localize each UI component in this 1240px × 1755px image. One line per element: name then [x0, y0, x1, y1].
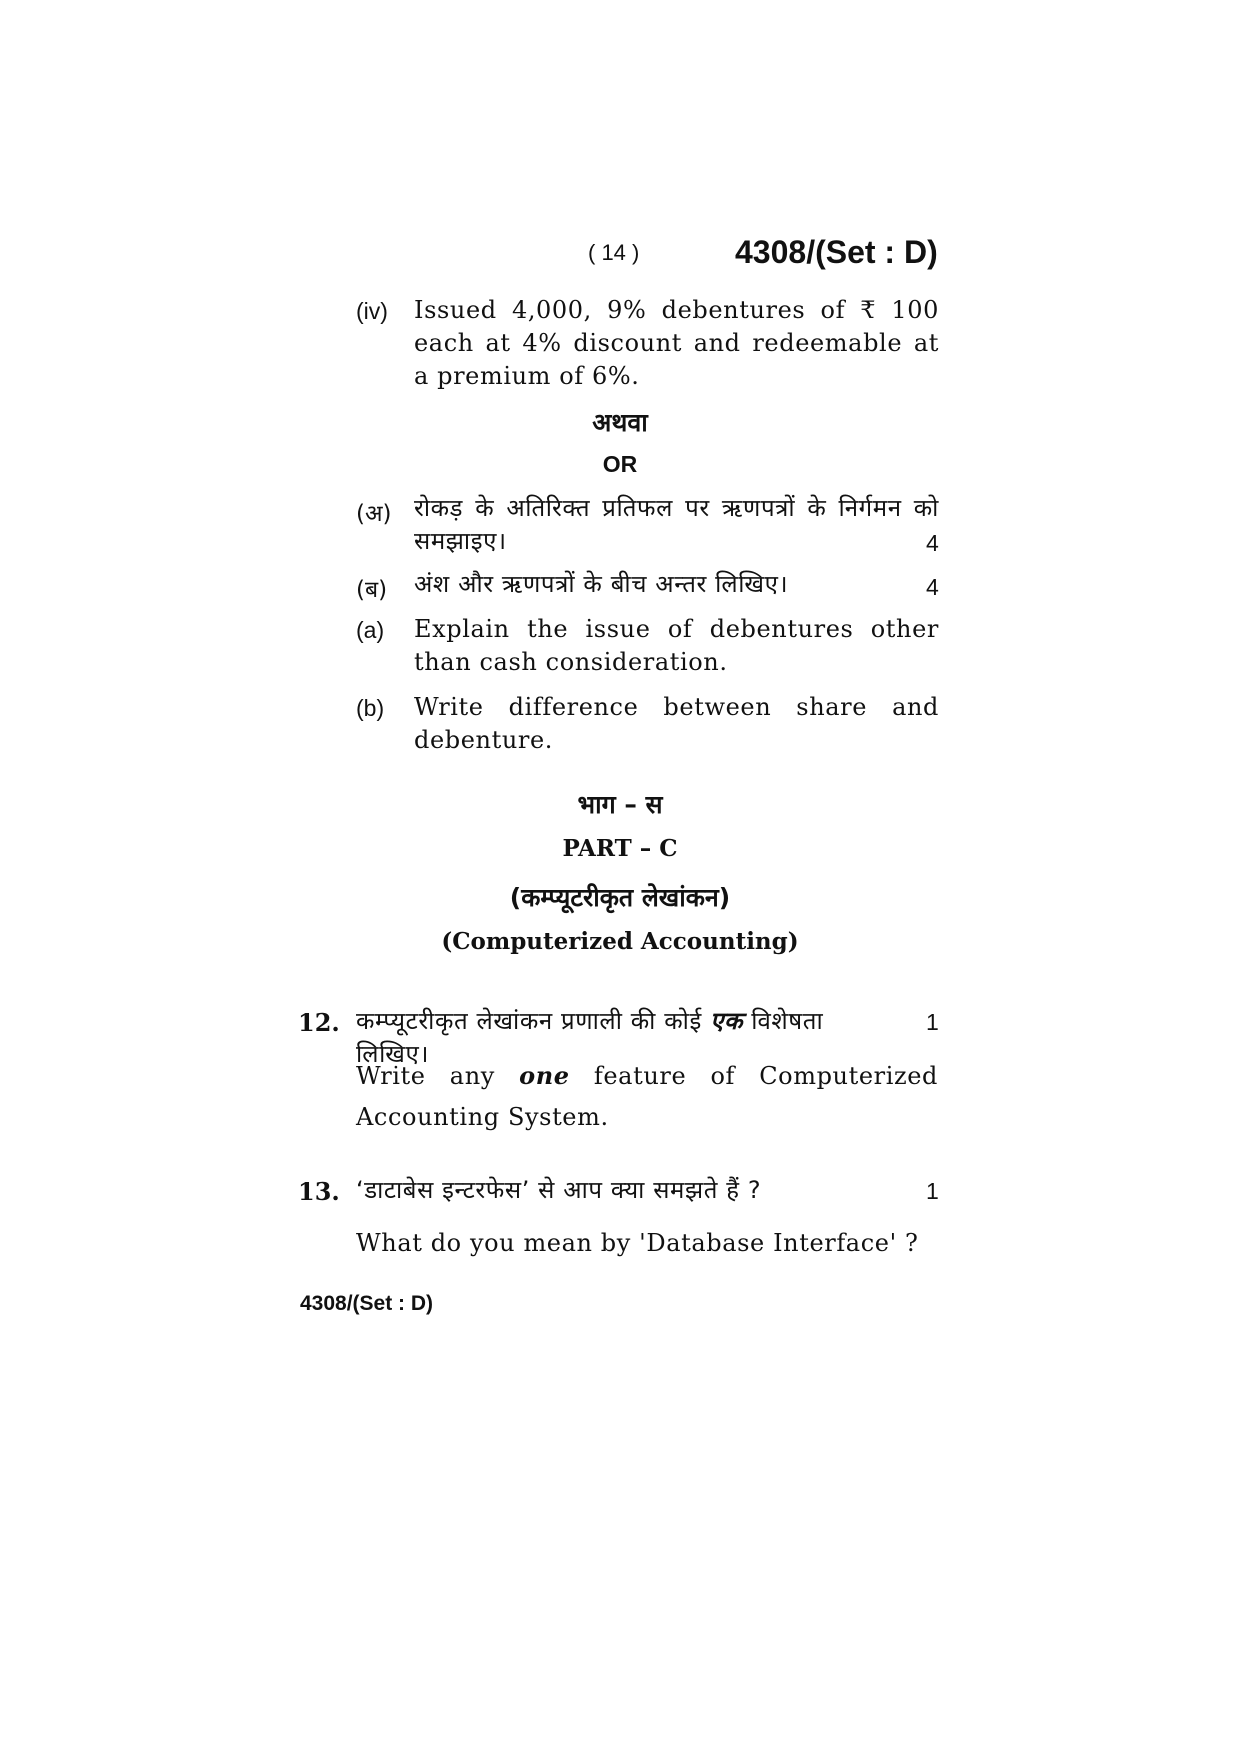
set-code-header: 4308/(Set : D): [735, 234, 938, 270]
q12-hindi-before: कम्प्यूटरीकृत लेखांकन प्रणाली की कोई: [356, 1007, 711, 1035]
part-hindi-subtitle: (कम्प्यूटरीकृत लेखांकन): [509, 883, 731, 912]
set-code-footer: 4308/(Set : D): [300, 1292, 434, 1315]
alt-a-hindi-label: (अ): [356, 501, 392, 527]
or-hindi: अथवा: [592, 408, 648, 437]
item-iv-label: (iv): [356, 298, 388, 324]
q13-marks: 1: [926, 1178, 939, 1204]
q12-english-text: [356, 1055, 938, 1138]
alt-b-hindi-marks: 4: [926, 574, 939, 600]
q12-english-emphasis: one: [519, 1061, 570, 1090]
alt-a-hindi-text: रोकड़ के अतिरिक्त प्रतिफल पर ऋणपत्रों के निर्गमन को समझाइए।: [414, 494, 939, 555]
q12-english-after: feature of Computerized Accounting System.: [356, 1062, 939, 1131]
alt-b-hindi-label: (ब): [356, 577, 388, 603]
alt-b-english-text: Write difference between share and debenture.: [414, 693, 939, 754]
item-iv-text: Issued 4,000, 9% debentures of ₹ 100 each at 4% discount and redeemable at a premium of 6%.: [414, 296, 939, 390]
q12-marks: 1: [926, 1009, 939, 1035]
alt-a-hindi-marks: 4: [926, 530, 939, 556]
or-english: OR: [602, 451, 638, 477]
q12-hindi-after: विशेषता लिखिए।: [356, 1007, 824, 1068]
alt-a-english-label: (a): [356, 617, 385, 643]
q13-number: 13.: [298, 1177, 340, 1206]
part-english-subtitle: (Computerized Accounting): [441, 928, 799, 955]
alt-a-english-text: Explain the issue of debentures other than cash consideration.: [414, 615, 939, 676]
q12-number: 12.: [298, 1008, 340, 1037]
q13-hindi-text: ‘डाटाबेस इन्टरफेस’ से आप क्या समझते हैं ?: [356, 1176, 762, 1204]
alt-b-hindi-text: अंश और ऋणपत्रों के बीच अन्तर लिखिए।: [414, 570, 789, 598]
page-number: ( 14 ): [588, 240, 640, 265]
q12-english-before: Write any: [356, 1062, 520, 1090]
part-english-title: PART – C: [562, 835, 678, 862]
q13-english-text: What do you mean by 'Database Interface' ?: [356, 1229, 919, 1257]
alt-b-english-label: (b): [356, 695, 385, 721]
part-hindi-title: भाग – स: [577, 790, 663, 819]
q12-hindi-emphasis: एक: [710, 1007, 743, 1035]
